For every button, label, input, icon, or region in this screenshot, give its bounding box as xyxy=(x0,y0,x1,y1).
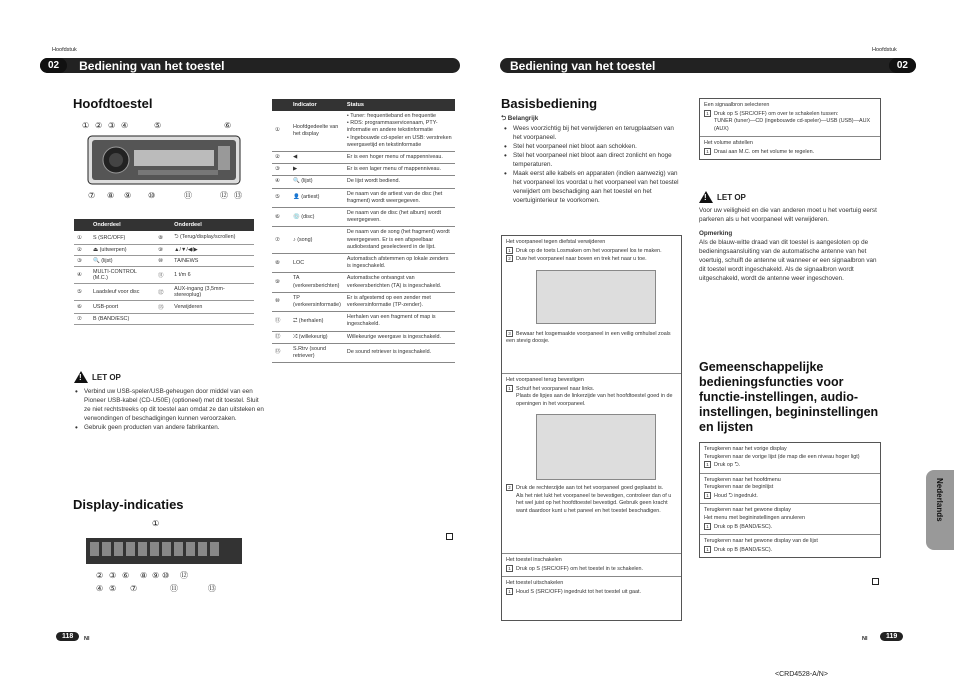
indicator-number: ⑤ xyxy=(272,188,290,207)
part-number: ⑩ xyxy=(155,256,171,267)
source-list: TUNER (tuner)—CD (ingebouwde cd-speler)—USB (USB)—AUX (AUX) xyxy=(714,118,871,132)
part-number: ① xyxy=(74,231,90,245)
part-name: TA/NEWS xyxy=(171,256,254,267)
indicator-status: Automatische ontvangst van verkeersberichten (TA) is ingeschakeld. xyxy=(344,273,455,292)
indicator-status: Er is een lager menu of mappenniveau. xyxy=(344,164,455,176)
proc-title: Het voorpaneel terug bevestigen xyxy=(506,377,584,383)
indicator-symbol: ⮂ (herhalen) xyxy=(290,312,344,331)
part-number: ⑬ xyxy=(155,301,171,314)
proc-subtitle: Terugkeren naar de beginlijst xyxy=(704,484,774,491)
part-name: MULTI-CONTROL (M.C.) xyxy=(90,267,155,284)
indicator-symbol: TP (verkeersinformatie) xyxy=(290,292,344,311)
part-name: USB-poort xyxy=(90,301,155,314)
indicator-number: ⑦ xyxy=(272,227,290,254)
part-name: 🔍 (lijst) xyxy=(90,256,155,267)
proc-step: Houd ⮌ ingedrukt. xyxy=(714,492,758,499)
part-number: ⑫ xyxy=(155,284,171,301)
parts-row xyxy=(74,231,254,245)
indicator-status: Er is een hoger menu of mappenniveau. xyxy=(344,152,455,164)
indicator-symbol: TA (verkeersberichten) xyxy=(290,273,344,292)
proc-step: Plaats de lipjes aan de linkerzijde van het hoofdtoestel goed in de openingen in het voorpaneel. xyxy=(516,393,673,407)
indicator-table xyxy=(272,99,455,363)
main-unit-title: Hoofdtoestel xyxy=(73,96,153,111)
indicator-status: De sound retriever is ingeschakeld. xyxy=(344,343,455,362)
caution-title: LET OP xyxy=(92,372,121,382)
indicator-row xyxy=(272,208,455,227)
side-tab-label: Nederlands xyxy=(935,478,944,522)
proc-title: Terugkeren naar het gewone display van de lijst xyxy=(704,538,818,545)
indicator-symbol: ◀ xyxy=(290,152,344,164)
svg-text:⑫: ⑫ xyxy=(180,571,188,580)
indicator-status: De naam van de artiest van de disc (het fragment) wordt weergegeven. xyxy=(344,188,455,207)
part-number: ⑧ xyxy=(155,231,171,245)
proc-title: Terugkeren naar het vorige display xyxy=(704,446,787,452)
svg-text:⑩: ⑩ xyxy=(162,571,170,580)
proc-step: Duw het voorpaneel naar boven en trek het naar u toe. xyxy=(516,256,647,263)
chapter-number: 02 xyxy=(889,58,916,73)
indicator-row xyxy=(272,111,455,152)
svg-text:③: ③ xyxy=(109,571,117,580)
indicator-number: ② xyxy=(272,152,290,164)
page-number: 118 xyxy=(56,632,79,641)
parts-row xyxy=(74,301,254,314)
indicator-number: ⑨ xyxy=(272,273,290,292)
svg-text:④: ④ xyxy=(121,121,129,130)
caution-item: • Verbind uw USB-speler/USB-geheugen door middel van een Pioneer USB-kabel (CD-U50E) (optioneel) met dit toestel. Sluit ze niet rechtstreeks op dit toestel aan omdat ze dan uitsteken en verwondingen of beschadigingen kunnen veroorzaken. xyxy=(74,387,264,423)
indicator-symbol: ▶ xyxy=(290,164,344,176)
source-volume-box: Een signaalbron selecteren 1 Druk op S (SRC/OFF) om over te schakelen tussen: TUNER (tuner)—CD (ingebouwde cd-speler)—USB (USB)—AUX (AUX) Het volume afstellen 1 Draai aan M.C. om het volume te regelen. xyxy=(699,98,881,160)
proc-title: Een signaalbron selecteren xyxy=(704,102,770,108)
part-name: ⮌ (Terug/display/scrollen) xyxy=(171,231,254,245)
svg-text:⑥: ⑥ xyxy=(224,121,232,130)
indicator-number: ① xyxy=(272,111,290,152)
proc-step: Druk op de toets Losmaken om het voorpaneel los te maken. xyxy=(516,247,662,254)
indicator-number: ④ xyxy=(272,176,290,188)
part-name: 1 t/m 6 xyxy=(171,267,254,284)
part-name xyxy=(171,314,254,325)
indicator-number: ⑥ xyxy=(272,208,290,227)
indicator-row xyxy=(272,343,455,362)
part-number: ③ xyxy=(74,256,90,267)
svg-text:⑤: ⑤ xyxy=(109,584,117,593)
indicator-row xyxy=(272,254,455,273)
svg-text:②: ② xyxy=(95,121,103,130)
svg-text:⑪: ⑪ xyxy=(170,584,178,593)
proc-step: Draai aan M.C. om het volume te regelen. xyxy=(714,148,815,155)
panel-attach-illustration xyxy=(536,414,656,480)
svg-text:③: ③ xyxy=(108,121,116,130)
proc-step: Druk op B (BAND/ESC). xyxy=(714,546,773,553)
proc-subtitle: Het menu met begininstellingen annuleren xyxy=(704,515,805,521)
basic-title: Basisbediening xyxy=(501,96,598,111)
indicator-symbol: ♪ (song) xyxy=(290,227,344,254)
indicator-symbol: 💿 (disc) xyxy=(290,208,344,227)
indicator-status: De naam van de song (het fragment) wordt weergegeven. Er is een afspeelbaar audiobestand geselecteerd in de lijst. xyxy=(344,227,455,254)
indicator-symbol: 🔍 (lijst) xyxy=(290,176,344,188)
indicator-number: ⑬ xyxy=(272,343,290,362)
indicator-number: ③ xyxy=(272,164,290,176)
col-header: Status xyxy=(344,99,455,111)
svg-text:⑬: ⑬ xyxy=(234,191,242,200)
proc-step: Houd S (SRC/OFF) ingedrukt tot het toestel uit gaat. xyxy=(516,588,641,595)
part-number: ⑪ xyxy=(155,267,171,284)
proc-step: Druk de rechterzijde aan tot het voorpaneel goed geplaatst is. xyxy=(516,485,664,492)
proc-title: Terugkeren naar het hoofdmenu xyxy=(704,476,781,483)
part-number: ⑤ xyxy=(74,284,90,301)
proc-title: Het volume afstellen xyxy=(704,140,753,147)
part-number: ⑦ xyxy=(74,314,90,325)
svg-text:⑪: ⑪ xyxy=(184,191,192,200)
end-mark-icon xyxy=(872,578,879,585)
callout-text: ① xyxy=(82,121,90,130)
svg-text:⑫: ⑫ xyxy=(220,191,228,200)
svg-text:⑥: ⑥ xyxy=(122,571,130,580)
important-item: • Stel het voorpaneel niet bloot aan direct zonlicht en hoge temperaturen. xyxy=(503,151,679,169)
parts-table xyxy=(74,219,254,325)
indicator-symbol: Hoofdgedeelte van het display xyxy=(290,111,344,152)
chapter-band-right xyxy=(500,58,916,73)
important-item: • Wees voorzichtig bij het verwijderen en terugplaatsen van het voorpaneel. xyxy=(503,124,679,142)
part-name: ▲/▼/◀/▶ xyxy=(171,245,254,256)
proc-step: Druk op S (SRC/OFF) om over te schakelen tussen: xyxy=(714,110,839,117)
important-list xyxy=(503,124,679,205)
document-code: <CRD4528-A/N> xyxy=(775,671,828,678)
chapter-number: 02 xyxy=(40,58,67,73)
svg-text:①: ① xyxy=(152,519,160,528)
proc-subtitle: Terugkeren naar de vorige lijst (de map die een niveau hoger ligt) xyxy=(704,453,860,460)
indicator-status: Willekeurige weergave is ingeschakeld. xyxy=(344,331,455,343)
svg-text:⑦: ⑦ xyxy=(130,584,138,593)
end-mark-icon xyxy=(446,533,453,540)
indicator-row xyxy=(272,164,455,176)
part-number: ⑨ xyxy=(155,245,171,256)
proc-step: Schuif het voorpaneel naar links. xyxy=(516,385,595,392)
indicator-row xyxy=(272,188,455,207)
proc-title: Het toestel uitschakelen xyxy=(506,580,564,587)
indicator-row xyxy=(272,331,455,343)
indicator-number: ⑧ xyxy=(272,254,290,273)
indicator-symbol: LOC xyxy=(290,254,344,273)
parts-row xyxy=(74,245,254,256)
indicator-status: Er is afgestemd op een zender met verkeersinformatie (TP-zender). xyxy=(344,292,455,311)
warning-icon xyxy=(74,371,88,383)
display-title: Display-indicaties xyxy=(73,497,184,512)
svg-text:⑬: ⑬ xyxy=(208,584,216,593)
indicator-status: Herhalen van een fragment of map is ingeschakeld. xyxy=(344,312,455,331)
proc-title: Het voorpaneel tegen diefstal verwijderen xyxy=(506,239,606,245)
proc-step: Druk op B (BAND/ESC). xyxy=(714,523,773,530)
warning-icon xyxy=(699,191,713,203)
indicator-status: De lijst wordt bediend. xyxy=(344,176,455,188)
svg-text:⑦: ⑦ xyxy=(88,191,96,200)
indicator-symbol: ⤮ (willekeurig) xyxy=(290,331,344,343)
svg-text:⑨: ⑨ xyxy=(152,571,160,580)
caution-title: LET OP xyxy=(717,192,746,202)
proc-title: Terugkeren naar het gewone display xyxy=(704,507,791,514)
proc-step: Druk op ⮌. xyxy=(714,462,741,469)
part-name: S (SRC/OFF) xyxy=(90,231,155,245)
part-name: B (BAND/ESC) xyxy=(90,314,155,325)
indicator-number: ⑪ xyxy=(272,312,290,331)
indicator-symbol: 👤 (artiest) xyxy=(290,188,344,207)
important-item: • Maak eerst alle kabels en apparaten (indien aanwezig) van het voorpaneel los voordat u het voorpaneel van het toestel verwijdert om beschadiging aan het toestel en het voertuiginterieur te voorkomen. xyxy=(503,169,679,205)
chapter-label: Hoofdstuk xyxy=(872,47,897,53)
indicator-status: Automatisch afstemmen op lokale zenders is ingeschakeld. xyxy=(344,254,455,273)
proc-step: Bewaar het losgemaakte voorpaneel in een veilig omhulsel zoals een stevig doosje. xyxy=(506,330,671,345)
svg-text:⑩: ⑩ xyxy=(148,191,156,200)
indicator-row xyxy=(272,152,455,164)
svg-text:⑧: ⑧ xyxy=(107,191,115,200)
panel-removal-illustration xyxy=(536,270,656,324)
svg-text:⑧: ⑧ xyxy=(140,571,148,580)
col-header: Onderdeel xyxy=(171,219,254,231)
caution-item: • Gebruik geen producten van andere fabrikanten. xyxy=(74,423,264,432)
important-item: • Stel het voorpaneel niet bloot aan schokken. xyxy=(503,142,679,151)
important-label: ⮌ Belangrijk xyxy=(501,115,539,122)
part-name: AUX-ingang (3,5mm-stereoplug) xyxy=(171,284,254,301)
indicator-row xyxy=(272,176,455,188)
caution-text: Voor uw veiligheid en die van anderen moet u het voertuig eerst parkeren als u het voorpaneel wilt verwijderen. xyxy=(699,207,877,223)
important-icon: ⮌ xyxy=(501,115,508,122)
chapter-title: Bediening van het toestel xyxy=(79,58,225,73)
common-title: Gemeenschappelijke bedieningsfuncties voor functie-instellingen, audio-instellingen, begininstellingen en lijsten xyxy=(699,360,879,434)
lang-label: Nl xyxy=(862,636,868,642)
proc-step: Druk op S (SRC/OFF) om het toestel in te schakelen. xyxy=(516,565,644,572)
proc-title: Het toestel inschakelen xyxy=(506,557,562,563)
indicator-status: De naam van de disc (het album) wordt weergegeven. xyxy=(344,208,455,227)
part-name: ⏏ (uitwerpen) xyxy=(90,245,155,256)
parts-row xyxy=(74,256,254,267)
col-header: Onderdeel xyxy=(90,219,155,231)
note-text: Als de blauw-witte draad van dit toestel is aangesloten op de bedieningsaansluiting van de automatische antenne van het voertuig, schuift de antenne uit wanneer er een signaalbron van dit toestel wordt ingeschakeld. Als de signaalbron wordt uitgeschakeld, wordt de antenne weer ingeschoven. xyxy=(699,239,877,282)
caution-block-right xyxy=(699,191,881,283)
part-number: ④ xyxy=(74,267,90,284)
part-number: ② xyxy=(74,245,90,256)
indicator-row xyxy=(272,273,455,292)
parts-row xyxy=(74,314,254,325)
common-ops-box: Terugkeren naar het vorige display Terugkeren naar de vorige lijst (de map die een niveau hoger ligt) 1 Druk op ⮌. Terugkeren naar het hoofdmenu Terugkeren naar de beginlijst 1 Houd ⮌ ingedrukt. Terugkeren naar het gewone display Het menu met begininstellingen annuleren 1 Druk op B (BAND/ESC). Terugkeren naar het gewone display van de lijst 1 Druk op B (BAND/ESC). xyxy=(699,442,881,558)
part-name: Verwijderen xyxy=(171,301,254,314)
indicator-symbol: S.Rtrv (sound retriever) xyxy=(290,343,344,362)
svg-text:②: ② xyxy=(96,571,104,580)
svg-text:⑨: ⑨ xyxy=(124,191,132,200)
col-header: Indicator xyxy=(290,99,344,111)
indicator-number: ⑩ xyxy=(272,292,290,311)
caution-block xyxy=(74,371,264,432)
display-illustration xyxy=(82,516,252,596)
page-number: 119 xyxy=(880,632,903,641)
chapter-label: Hoofdstuk xyxy=(52,47,77,53)
svg-text:④: ④ xyxy=(96,584,104,593)
chapter-title: Bediening van het toestel xyxy=(510,58,656,73)
indicator-row xyxy=(272,312,455,331)
part-name: Laadsleuf voor disc xyxy=(90,284,155,301)
indicator-row xyxy=(272,292,455,311)
indicator-status: • Tuner: frequentieband en frequentie • RDS: programmaservicenaam, PTY-informatie en andere tekstinformatie • Ingebouwde cd-speler en USB: verstreken weergavetijd en tekstinformatie xyxy=(344,111,455,152)
lang-label: Nl xyxy=(84,636,90,642)
procedure-box: Het voorpaneel tegen diefstal verwijderen 1 Druk op de toets Losmaken om het voorpaneel los te maken. 2 Duw het voorpaneel naar boven en trek het naar u toe. 3 Bewaar het losgemaakte voorpaneel in een veilig omhulsel zoals een stevig doosje. Het voorpaneel terug bevestigen 1 Schuif het voorpaneel naar links. Plaats de lipjes aan de linkerzijde van het hoofdtoestel goed in de openingen in het voorpaneel. 2 Druk de rechterzijde aan tot het voorpaneel goed geplaatst is. Als het niet lukt het voorpaneel te bevestigen, controleer dan of u het wel juist op het hoofdtoestel bevestigd. Gebruik geen kracht want daardoor kunt u het paneel en het toestel beschadigen. Het toestel inschakelen 1 Druk op S (SRC/OFF) om het toestel in te schakelen. Het toestel uitschakelen 1 Houd S (SRC/OFF) ingedrukt tot het toestel uit gaat. xyxy=(501,235,682,621)
part-number xyxy=(155,314,171,325)
chapter-band-left xyxy=(40,58,460,73)
part-number: ⑥ xyxy=(74,301,90,314)
indicator-number: ⑫ xyxy=(272,331,290,343)
parts-row xyxy=(74,284,254,301)
note-title: Opmerking xyxy=(699,230,733,237)
svg-text:⑤: ⑤ xyxy=(154,121,162,130)
proc-note: Als het niet lukt het voorpaneel te bevestigen, controleer dan of u het wel juist op het hoofdtoestel bevestigd. Gebruik geen kracht want daardoor kunt u het paneel en het toestel beschadigen. xyxy=(516,492,672,514)
parts-row xyxy=(74,267,254,284)
language-side-tab xyxy=(926,470,954,550)
indicator-row xyxy=(272,227,455,254)
head-unit-illustration xyxy=(78,120,248,200)
